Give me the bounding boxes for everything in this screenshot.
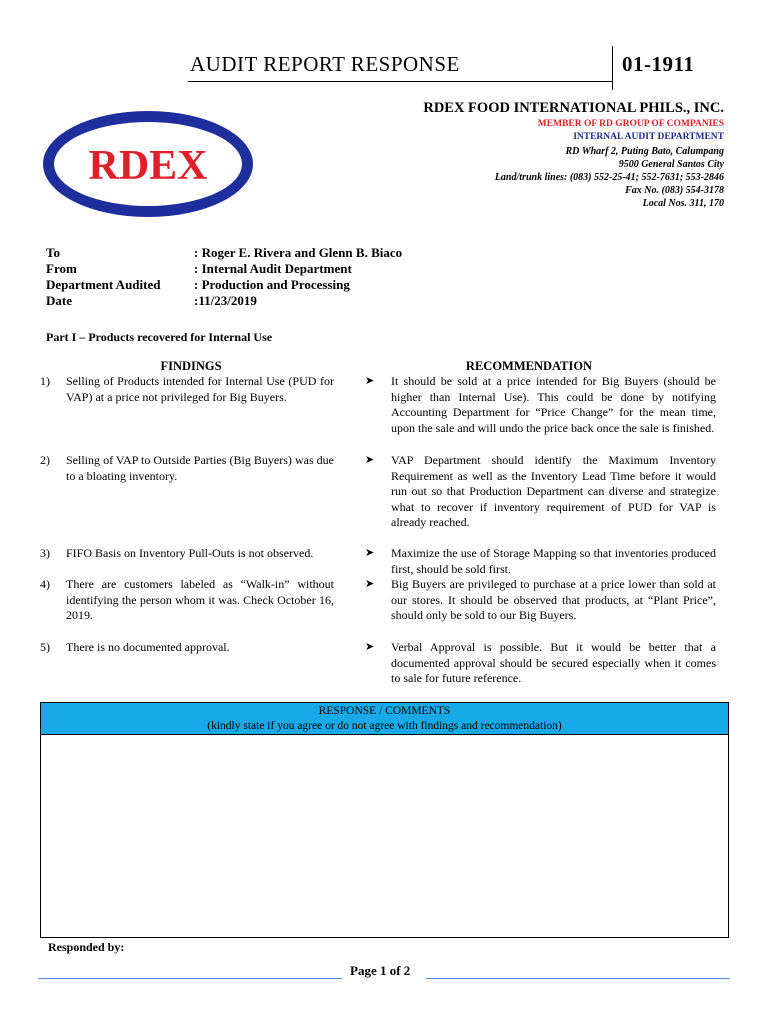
response-subtitle: (kindly state if you agree or do not agree with findings and recommendation) bbox=[207, 720, 562, 732]
recommendation-item bbox=[365, 374, 716, 436]
finding-text: There is no documented approval. bbox=[66, 640, 230, 654]
finding-text: FIFO Basis on Inventory Pull-Outs is not observed. bbox=[66, 546, 314, 560]
memo-row-department bbox=[46, 277, 402, 293]
finding-number: 5) bbox=[40, 640, 50, 654]
findings-header: FINDINGS bbox=[160, 359, 222, 373]
finding-item bbox=[40, 640, 334, 656]
recommendation-item bbox=[365, 546, 716, 577]
company-address-2: 9500 General Santos City bbox=[618, 158, 724, 170]
rdex-logo bbox=[40, 108, 256, 220]
recommendation-text: VAP Department should identify the Maximum Inventory Requirement as well as the Inventory Lead Time before it would run out so that Production Department can diverse and strategize what to recover if inventory requirement of PUD for VAP is already reached. bbox=[391, 453, 716, 529]
finding-number: 2) bbox=[40, 453, 50, 467]
finding-number: 3) bbox=[40, 546, 50, 560]
arrow-bullet-icon: ➤ bbox=[365, 454, 375, 466]
company-info bbox=[423, 102, 724, 211]
responded-by-label: Responded by: bbox=[48, 940, 125, 954]
memo-value: :11/23/2019 bbox=[194, 293, 257, 308]
company-member-line: MEMBER OF RD GROUP OF COMPANIES bbox=[537, 119, 724, 130]
recommendation-text: Big Buyers are privileged to purchase at a price lower than sold at our stores. It should be observed that products, at “Plant Price”, should only be sold to our Big Buyers. bbox=[391, 577, 716, 622]
finding-item bbox=[40, 374, 334, 405]
memo-value: : Production and Processing bbox=[194, 277, 350, 292]
recommendation-item bbox=[365, 453, 716, 531]
memo-label: To bbox=[46, 245, 60, 260]
company-phones: Land/trunk lines: (083) 552-25-41; 552-7631; 553-2846 bbox=[494, 172, 724, 184]
arrow-bullet-icon: ➤ bbox=[365, 578, 375, 590]
company-name: RDEX FOOD INTERNATIONAL PHILS., INC. bbox=[423, 100, 724, 116]
memo-block bbox=[46, 245, 402, 309]
response-header bbox=[41, 703, 728, 735]
finding-item bbox=[40, 453, 334, 484]
logo-text: RDEX bbox=[88, 143, 208, 189]
memo-label: Department Audited bbox=[46, 277, 161, 292]
page-number: Page 1 of 2 bbox=[350, 963, 411, 978]
memo-label: From bbox=[46, 261, 77, 276]
memo-row-from bbox=[46, 261, 402, 277]
memo-label: Date bbox=[46, 293, 72, 308]
finding-number: 4) bbox=[40, 577, 50, 591]
recommendation-text: Maximize the use of Storage Mapping so that inventories produced first, should be sold first. bbox=[391, 546, 716, 576]
company-fax: Fax No. (083) 554-3178 bbox=[625, 185, 724, 197]
part-title: Part I – Products recovered for Internal Use bbox=[46, 330, 273, 344]
recommendation-text: Verbal Approval is possible. But it would be better that a documented approval should be secured especially when it comes to sale for future reference. bbox=[391, 640, 716, 685]
finding-item bbox=[40, 577, 334, 624]
response-comments-box[interactable] bbox=[40, 702, 729, 938]
memo-row-date bbox=[46, 293, 402, 309]
recommendation-item bbox=[365, 640, 716, 687]
footer-rule-left bbox=[38, 978, 342, 979]
company-address-1: RD Wharf 2, Puting Bato, Calumpang bbox=[565, 145, 724, 157]
header-divider bbox=[612, 46, 613, 90]
finding-text: Selling of Products intended for Internal Use (PUD for VAP) at a price not privileged for Big Buyers. bbox=[66, 374, 334, 404]
company-local: Local Nos. 311, 170 bbox=[642, 198, 724, 210]
memo-value: : Roger E. Rivera and Glenn B. Biaco bbox=[194, 245, 403, 260]
response-title: RESPONSE / COMMENTS bbox=[318, 705, 451, 717]
recommendation-item bbox=[365, 577, 716, 624]
report-title: AUDIT REPORT RESPONSE bbox=[190, 52, 460, 76]
recommendation-text: It should be sold at a price intended for Big Buyers (should be higher than Internal Use). This could be done by notifying Accounting Department for “Price Change” for the mean time, upon the sale and will undo the price back once the sale is finished. bbox=[391, 374, 716, 435]
finding-text: There are customers labeled as “Walk-in” without identifying the person whom it was. Check October 16, 2019. bbox=[66, 577, 334, 622]
recommendation-header: RECOMMENDATION bbox=[465, 359, 593, 373]
finding-item bbox=[40, 546, 334, 562]
title-underline bbox=[188, 81, 612, 82]
document-number: 01-1911 bbox=[622, 52, 695, 76]
memo-row-to bbox=[46, 245, 402, 261]
memo-value: : Internal Audit Department bbox=[194, 261, 352, 276]
finding-number: 1) bbox=[40, 374, 50, 388]
arrow-bullet-icon: ➤ bbox=[365, 547, 375, 559]
company-department: INTERNAL AUDIT DEPARTMENT bbox=[573, 132, 724, 143]
footer-rule-right bbox=[426, 978, 730, 979]
arrow-bullet-icon: ➤ bbox=[365, 375, 375, 387]
finding-text: Selling of VAP to Outside Parties (Big Buyers) was due to a bloating inventory. bbox=[66, 453, 334, 483]
arrow-bullet-icon: ➤ bbox=[365, 641, 375, 653]
